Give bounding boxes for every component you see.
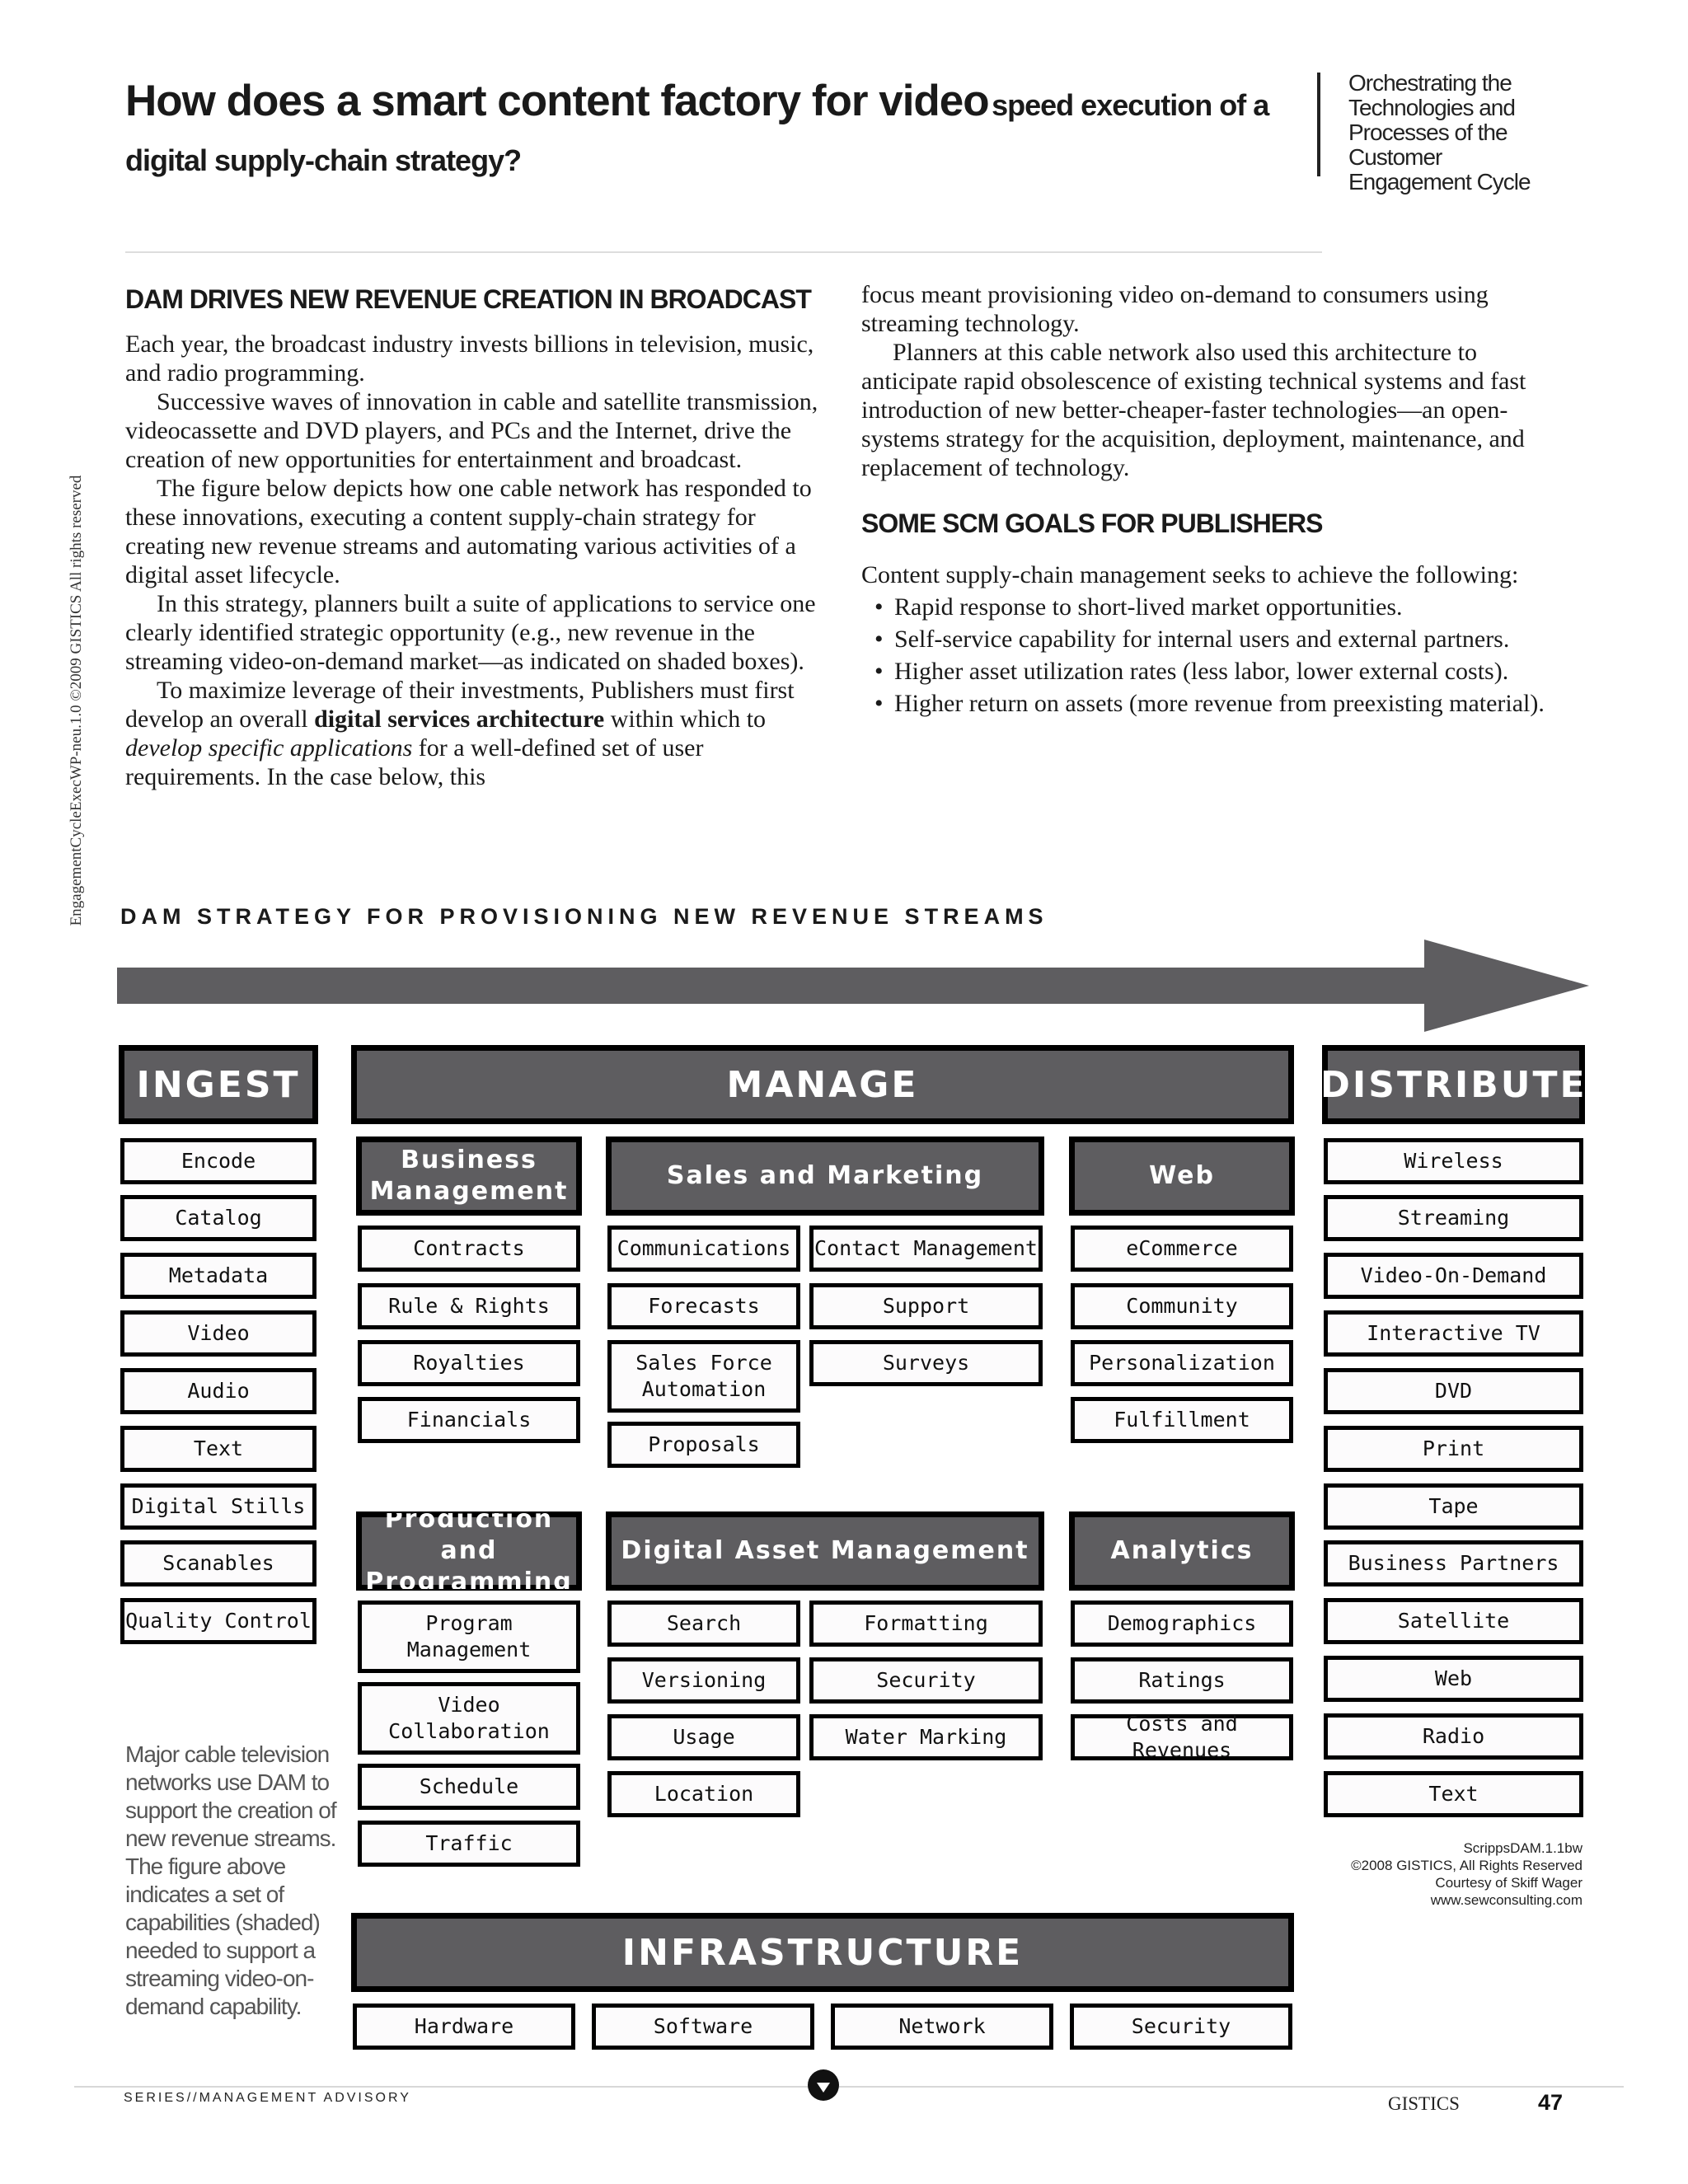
distribute-item: Wireless	[1324, 1138, 1583, 1184]
list-item: • Self-service capability for internal users and external partners.	[874, 626, 1510, 653]
list-item: • Higher return on assets (more revenue from preexisting material).	[874, 690, 1545, 717]
section-heading-2: SOME SCM GOALS FOR PUBLISHERS	[861, 509, 1323, 538]
ingest-item: Catalog	[120, 1195, 316, 1241]
figure-credit: ScrippsDAM.1.1bw ©2008 GISTICS, All Rights Reserved Courtesy of Skiff Wager www.sewconsulting.com	[1351, 1840, 1582, 1908]
distribute-item: Interactive TV	[1324, 1310, 1583, 1357]
ingest-item: Text	[120, 1426, 316, 1472]
dam-header: Digital Asset Management	[607, 1513, 1043, 1589]
distribute-item: Satellite	[1324, 1598, 1583, 1644]
dam-item: Versioning	[607, 1657, 800, 1704]
footer-series: SERIES//MANAGEMENT ADVISORY	[124, 2091, 411, 2105]
distribute-item: DVD	[1324, 1368, 1583, 1414]
web-item: Personalization	[1071, 1340, 1293, 1386]
distribute-item: Streaming	[1324, 1195, 1583, 1241]
analytics-item: Demographics	[1071, 1601, 1293, 1647]
production-item: Traffic	[358, 1821, 580, 1867]
production-item: Video Collaboration	[358, 1682, 580, 1755]
sales-marketing-item: Surveys	[809, 1340, 1043, 1386]
distribute-item: Radio	[1324, 1713, 1583, 1760]
analytics-header: Analytics	[1071, 1513, 1293, 1589]
paragraph: Planners at this cable network also used this architecture to anticipate rapid obsolescence of existing technical systems and fast introduction of new better-cheaper-faster technologies—an open-systems strategy for the acquisition, deployment, maintenance, and replacement of technology.	[861, 339, 1526, 481]
dam-item: Security	[809, 1657, 1043, 1704]
ingest-item: Audio	[120, 1368, 316, 1414]
analytics-item: Ratings	[1071, 1657, 1293, 1704]
business-management-item: Financials	[358, 1397, 580, 1443]
distribute-item: Business Partners	[1324, 1540, 1583, 1586]
figure-caption: Major cable television networks use DAM to support the creation of new revenue streams. The figure above indicates a set of capabilities (shaded) needed to support a streaming video-on-demand capability.	[125, 1741, 336, 2019]
dam-item: Location	[607, 1771, 800, 1817]
infrastructure-item: Hardware	[353, 2004, 575, 2050]
web-item: Fulfillment	[1071, 1397, 1293, 1443]
sales-marketing-item: Support	[809, 1283, 1043, 1329]
ingest-item: Encode	[120, 1138, 316, 1184]
bold-phrase: digital services architecture	[314, 705, 605, 733]
article-right-column-bottom	[861, 560, 1570, 718]
business-management-item: Rule & Rights	[358, 1283, 580, 1329]
ingest-item: Quality Control	[120, 1598, 316, 1644]
page-title	[125, 76, 1279, 126]
distribute-item: Print	[1324, 1426, 1583, 1472]
production-programming-header: Production and Programming	[358, 1513, 580, 1589]
web-header: Web	[1071, 1138, 1293, 1214]
sidebar-copyright: EngagementCycleExecWP-neu.1.0 ©2009 GISTICS All rights reserved	[68, 475, 85, 926]
analytics-item: Costs and Revenues	[1071, 1714, 1293, 1760]
article-right-column-top	[861, 280, 1570, 482]
sales-marketing-item: Contact Management	[809, 1226, 1043, 1272]
sales-marketing-item: Communications	[607, 1226, 800, 1272]
infrastructure-item: Security	[1070, 2004, 1292, 2050]
business-management-item: Contracts	[358, 1226, 580, 1272]
infrastructure-header: INFRASTRUCTURE	[353, 1915, 1292, 1990]
paragraph: Each year, the broadcast industry invests billions in television, music, and radio programming.	[125, 330, 814, 387]
distribute-item: Text	[1324, 1771, 1583, 1817]
dam-item: Usage	[607, 1714, 800, 1760]
distribute-header: DISTRIBUTE	[1324, 1047, 1583, 1122]
paragraph: Content supply-chain management seeks to achieve the following:	[861, 561, 1519, 588]
production-item: Program Management	[358, 1601, 580, 1673]
dam-item: Search	[607, 1601, 800, 1647]
list-item: • Rapid response to short-lived market opportunities.	[874, 593, 1403, 621]
title-divider	[1317, 73, 1320, 176]
list-item: • Higher asset utilization rates (less labor, lower external costs).	[874, 658, 1509, 685]
page-number: 47	[1538, 2090, 1564, 2115]
goals-list	[861, 593, 1570, 718]
title-line-2: digital supply-chain strategy?	[125, 143, 522, 177]
title-sub: speed execution of a	[992, 88, 1269, 122]
web-item: Community	[1071, 1283, 1293, 1329]
sales-marketing-item: Proposals	[607, 1422, 800, 1468]
ingest-item: Video	[120, 1310, 316, 1357]
ingest-item: Digital Stills	[120, 1483, 316, 1530]
web-item: eCommerce	[1071, 1226, 1293, 1272]
paragraph: The figure below depicts how one cable network has responded to these innovations, executing a content supply-chain strategy for creating new revenue streams and automating various activities of a digital asset lifecycle.	[125, 475, 812, 588]
footer-rule	[74, 2086, 1624, 2088]
sales-marketing-header: Sales and Marketing	[607, 1138, 1043, 1214]
sales-marketing-item: Forecasts	[607, 1283, 800, 1329]
distribute-item: Video-On-Demand	[1324, 1253, 1583, 1299]
italic-phrase: develop specific applications	[125, 734, 413, 762]
section-heading-1: DAM DRIVES NEW REVENUE CREATION IN BROADCAST	[125, 284, 811, 314]
ingest-item: Metadata	[120, 1253, 316, 1299]
paragraph: To maximize leverage of their investments, Publishers must first develop an overall digital services architecture within which to develop specific applications for a well-defined set of user requirements. In the case below, this	[125, 677, 795, 790]
ingest-item: Scanables	[120, 1540, 316, 1586]
article-left-column	[125, 330, 826, 791]
infrastructure-item: Software	[592, 2004, 814, 2050]
paragraph: Successive waves of innovation in cable and satellite transmission, videocassette and DVD players, and PCs and the Internet, drive the creation of new opportunities for entertainment and broadcast.	[125, 388, 818, 473]
process-arrow	[117, 940, 1589, 1032]
series-title: Orchestrating the Technologies and Processes of the Customer Engagement Cycle	[1348, 70, 1531, 194]
dam-item: Formatting	[809, 1601, 1043, 1647]
production-item: Schedule	[358, 1764, 580, 1810]
paragraph: focus meant provisioning video on-demand to consumers using streaming technology.	[861, 281, 1489, 337]
infrastructure-item: Network	[831, 2004, 1053, 2050]
diagram-title: DAM STRATEGY FOR PROVISIONING NEW REVENUE STREAMS	[120, 904, 1048, 929]
business-management-item: Royalties	[358, 1340, 580, 1386]
distribute-item: Tape	[1324, 1483, 1583, 1530]
distribute-item: Web	[1324, 1656, 1583, 1702]
down-arrow-icon	[807, 2069, 840, 2102]
manage-header: MANAGE	[353, 1047, 1292, 1122]
business-management-header: Business Management	[358, 1138, 580, 1214]
title-main: How does a smart content factory for video	[125, 77, 989, 125]
ingest-header: INGEST	[120, 1047, 316, 1122]
footer-brand: GISTICS	[1388, 2093, 1460, 2114]
header-rule	[125, 251, 1322, 253]
paragraph: In this strategy, planners built a suite of applications to service one clearly identified strategic opportunity (e.g., new revenue in the streaming video-on-demand market—as indicated on shaded boxes).	[125, 590, 816, 675]
sales-marketing-item: Sales Force Automation	[607, 1340, 800, 1413]
dam-item: Water Marking	[809, 1714, 1043, 1760]
